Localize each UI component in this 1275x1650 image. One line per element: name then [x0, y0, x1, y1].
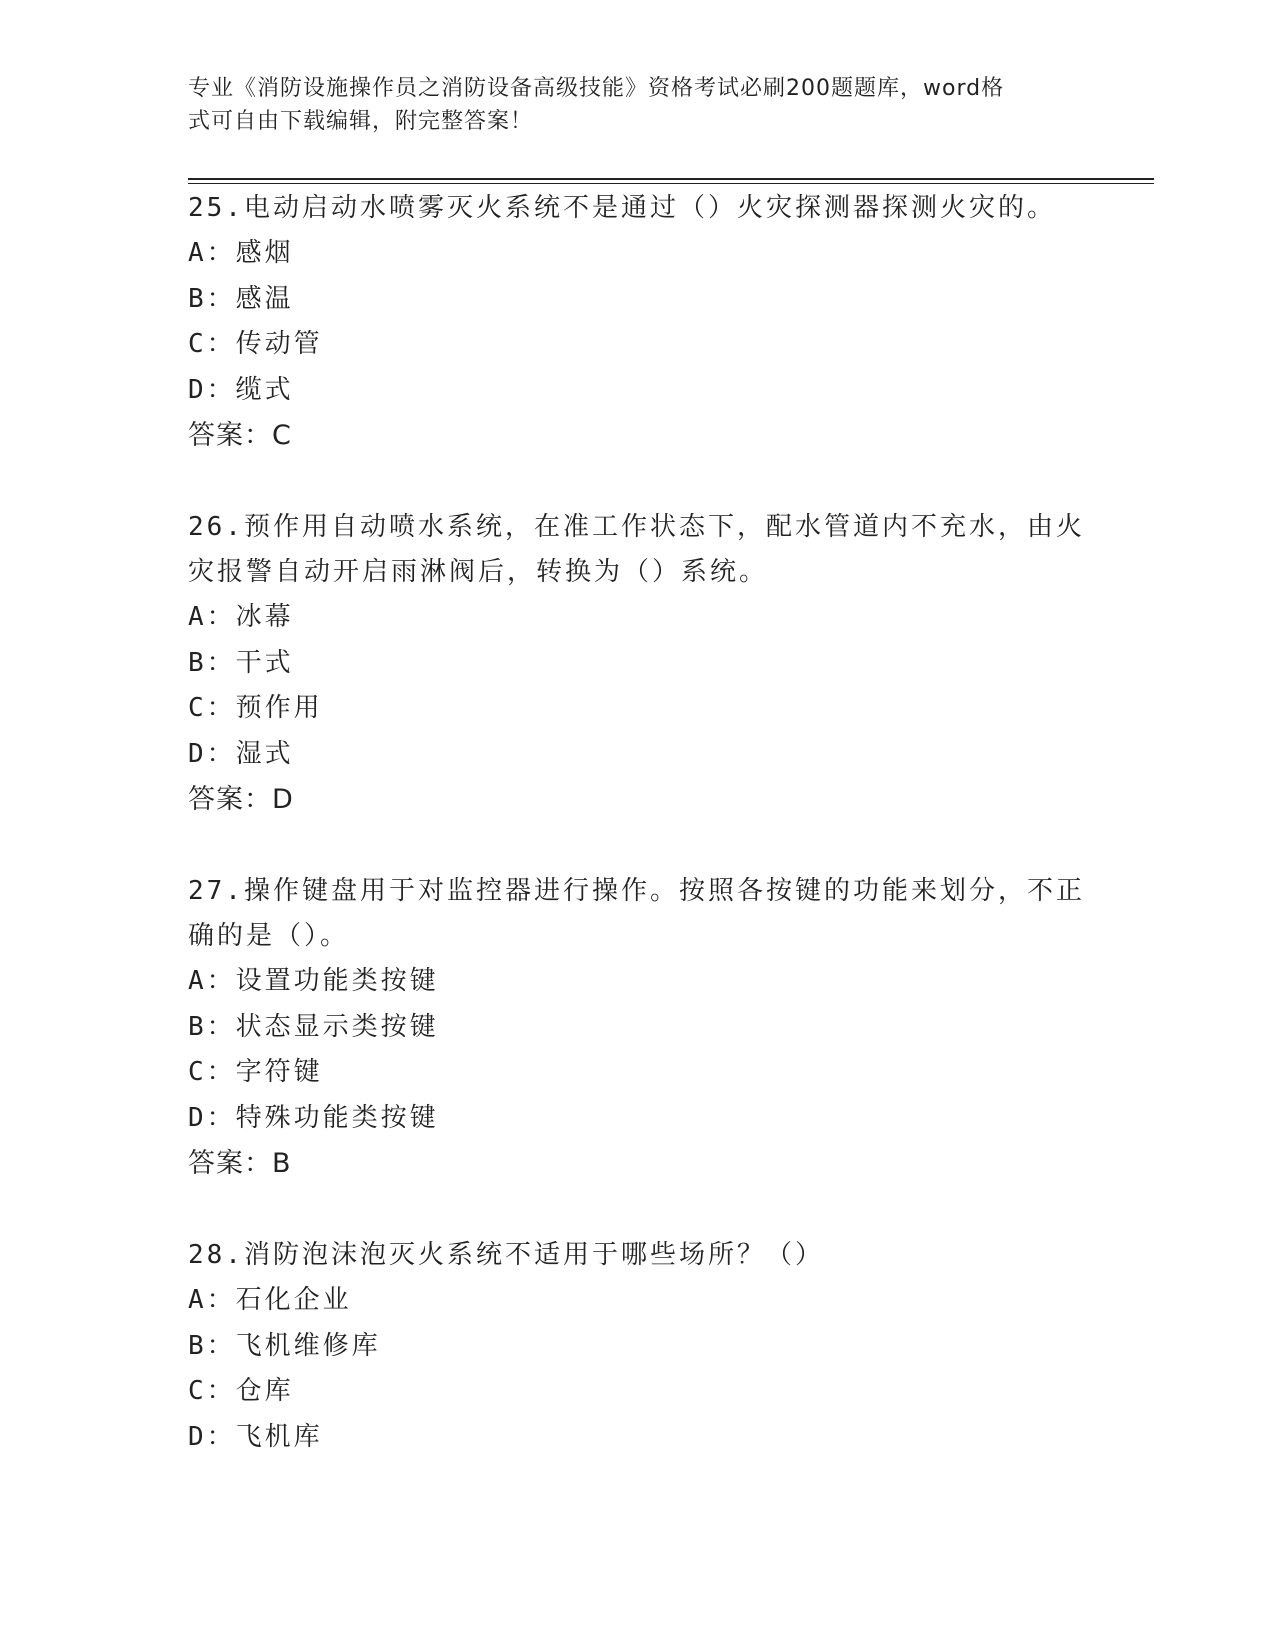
question-28 [188, 1233, 1088, 1460]
answer-line: 答案：C [188, 420, 292, 451]
option-d: D：特殊功能类按键 [188, 1102, 439, 1133]
option-b: B：飞机维修库 [188, 1330, 381, 1361]
question-text: 25.电动启动水喷雾灭火系统不是通过（）火灾探测器探测火灾的。 [188, 193, 1056, 223]
option-d: D：湿式 [188, 738, 294, 769]
option-a: A：感烟 [188, 238, 294, 268]
option-c: C：预作用 [188, 693, 323, 723]
header-divider-thin [188, 183, 1154, 184]
question-text-line-1: 27.操作键盘用于对监控器进行操作。按照各按键的功能来划分，不正 [188, 876, 1085, 906]
option-b: B：干式 [188, 647, 294, 678]
option-d: D：缆式 [188, 374, 294, 405]
question-27 [188, 869, 1088, 1187]
option-b: B：感温 [188, 283, 294, 314]
option-c: C：字符键 [188, 1057, 323, 1087]
option-c: C：仓库 [188, 1376, 294, 1406]
header-line-1: 专业《消防设施操作员之消防设备高级技能》资格考试必刷200题题库，word格 [188, 76, 1005, 101]
document-header [188, 72, 1088, 138]
question-text-line-1: 26.预作用自动喷水系统，在准工作状态下，配水管道内不充水，由火 [188, 512, 1085, 542]
option-b: B：状态显示类按键 [188, 1011, 439, 1042]
question-text: 28.消防泡沫泡灭火系统不适用于哪些场所？（） [188, 1240, 824, 1270]
question-text-line-2: 灾报警自动开启雨淋阀后，转换为（）系统。 [188, 557, 769, 587]
option-a: A：冰幕 [188, 602, 294, 632]
question-25 [188, 186, 1088, 459]
question-26 [188, 505, 1088, 823]
answer-line: 答案：D [188, 784, 294, 815]
header-divider-thick [188, 178, 1154, 180]
question-text-line-2: 确的是（）。 [188, 921, 350, 951]
option-a: A：设置功能类按键 [188, 966, 439, 996]
header-line-2: 式可自由下载编辑，附完整答案！ [188, 109, 534, 134]
option-a: A：石化企业 [188, 1285, 352, 1315]
option-c: C：传动管 [188, 329, 323, 359]
answer-line: 答案：B [188, 1148, 292, 1179]
option-d: D：飞机库 [188, 1421, 323, 1452]
question-list [188, 186, 1088, 1506]
